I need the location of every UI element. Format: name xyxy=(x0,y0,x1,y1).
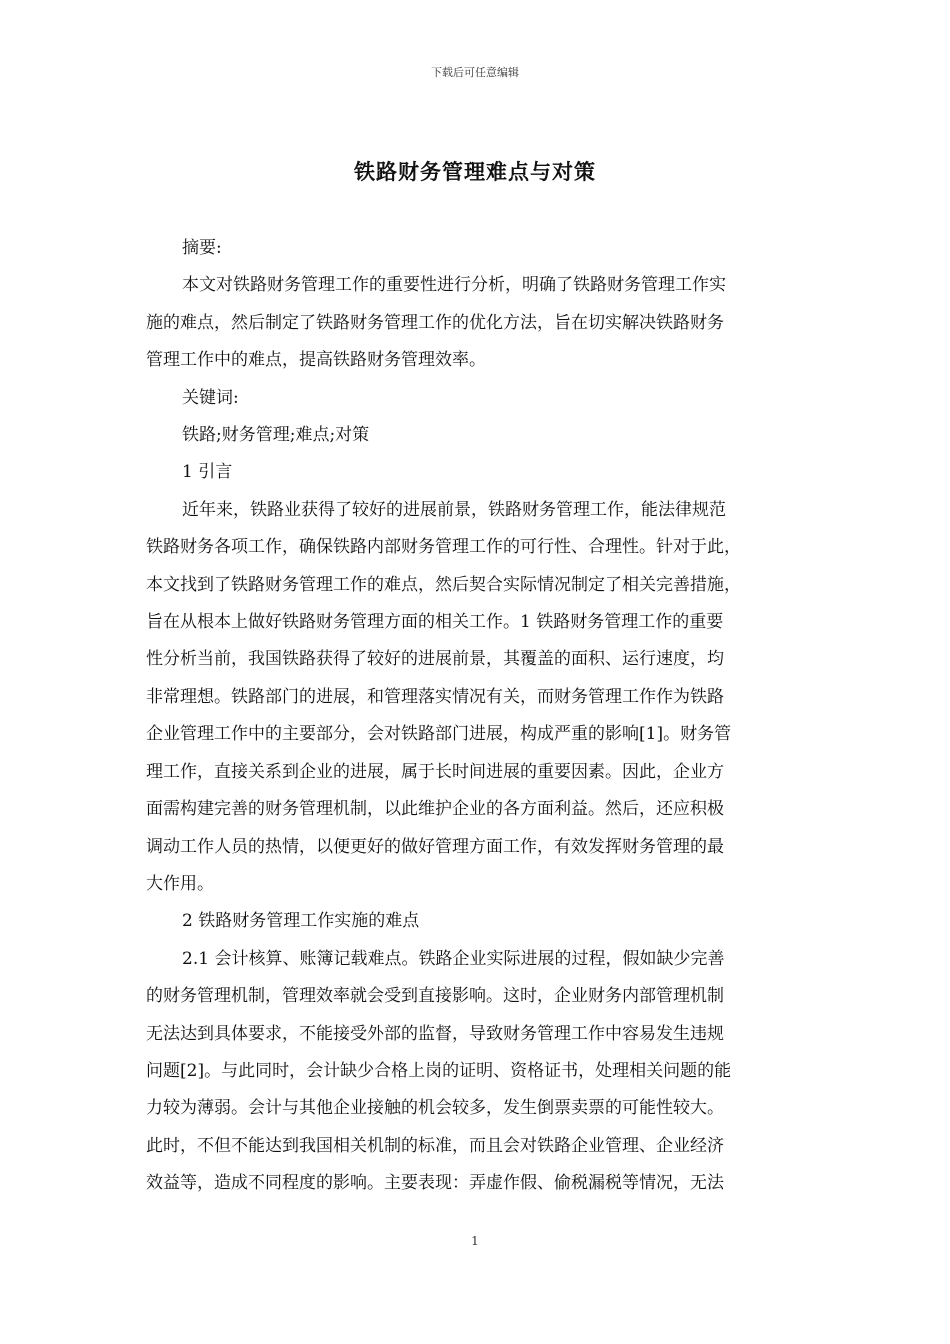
abstract-line: 管理工作中的难点，提高铁路财务管理效率。 xyxy=(146,350,486,371)
section-2-1-line: 无法达到具体要求，不能接受外部的监督，导致财务管理工作中容易发生违规 xyxy=(146,1023,724,1044)
section-2-1-line: 此时，不但不能达到我国相关机制的标准，而且会对铁路企业管理、企业经济 xyxy=(146,1135,724,1156)
document-body xyxy=(146,230,810,1203)
section-2-1-line: 问题[2]。与此同时，会计缺少合格上岗的证明、资格证书，处理相关问题的能 xyxy=(146,1060,732,1081)
abstract-line: 本文对铁路财务管理工作的重要性进行分析，明确了铁路财务管理工作实 xyxy=(182,275,726,296)
intro-line: 大作用。 xyxy=(146,873,214,894)
section-heading-intro: 1 引言 xyxy=(182,462,233,483)
intro-line: 面需构建完善的财务管理机制，以此维护企业的各方面利益。然后，还应积极 xyxy=(146,799,724,820)
section-heading-difficulties: 2 铁路财务管理工作实施的难点 xyxy=(182,911,420,932)
section-2-1-line: 的财务管理机制，管理效率就会受到直接影响。这时，企业财务内部管理机制 xyxy=(146,986,724,1007)
intro-line: 企业管理工作中的主要部分，会对铁路部门进展，构成严重的影响[1]。财务管 xyxy=(146,724,732,745)
intro-line: 旨在从根本上做好铁路财务管理方面的相关工作。1 铁路财务管理工作的重要 xyxy=(146,612,724,633)
intro-line: 本文找到了铁路财务管理工作的难点，然后契合实际情况制定了相关完善措施， xyxy=(146,574,741,595)
keywords-text: 铁路;财务管理;难点;对策 xyxy=(182,425,370,446)
page-number: 1 xyxy=(471,1234,479,1248)
page-header: 下载后可任意编辑 xyxy=(431,66,519,79)
intro-line: 理工作，直接关系到企业的进展，属于长时间进展的重要因素。因此，企业方 xyxy=(146,761,724,782)
intro-line: 非常理想。铁路部门的进展，和管理落实情况有关，而财务管理工作作为铁路 xyxy=(146,686,724,707)
section-2-1-line: 2.1 会计核算、账簿记载难点。铁路企业实际进展的过程，假如缺少完善 xyxy=(182,948,725,969)
intro-line: 近年来，铁路业获得了较好的进展前景，铁路财务管理工作，能法律规范 xyxy=(182,499,726,520)
section-2-1-line: 力较为薄弱。会计与其他企业接触的机会较多，发生倒票卖票的可能性较大。 xyxy=(146,1098,724,1119)
section-2-1-line: 效益等，造成不同程度的影响。主要表现：弄虚作假、偷税漏税等情况，无法 xyxy=(146,1173,724,1194)
keywords-label: 关键词: xyxy=(182,387,239,408)
section-2-1-paragraph xyxy=(146,941,810,1203)
intro-line: 铁路财务各项工作，确保铁路内部财务管理工作的可行性、合理性。针对于此， xyxy=(146,537,741,558)
abstract-line: 施的难点，然后制定了铁路财务管理工作的优化方法，旨在切实解决铁路财务 xyxy=(146,312,724,333)
abstract-paragraph xyxy=(146,267,810,379)
abstract-label: 摘要: xyxy=(182,238,222,258)
intro-paragraph xyxy=(146,492,810,903)
intro-line: 调动工作人员的热情，以便更好的做好管理方面工作，有效发挥财务管理的最 xyxy=(146,836,724,857)
document-title: 铁路财务管理难点与对策 xyxy=(354,159,596,184)
intro-line: 性分析当前，我国铁路获得了较好的进展前景，其覆盖的面积、运行速度，均 xyxy=(146,649,724,670)
